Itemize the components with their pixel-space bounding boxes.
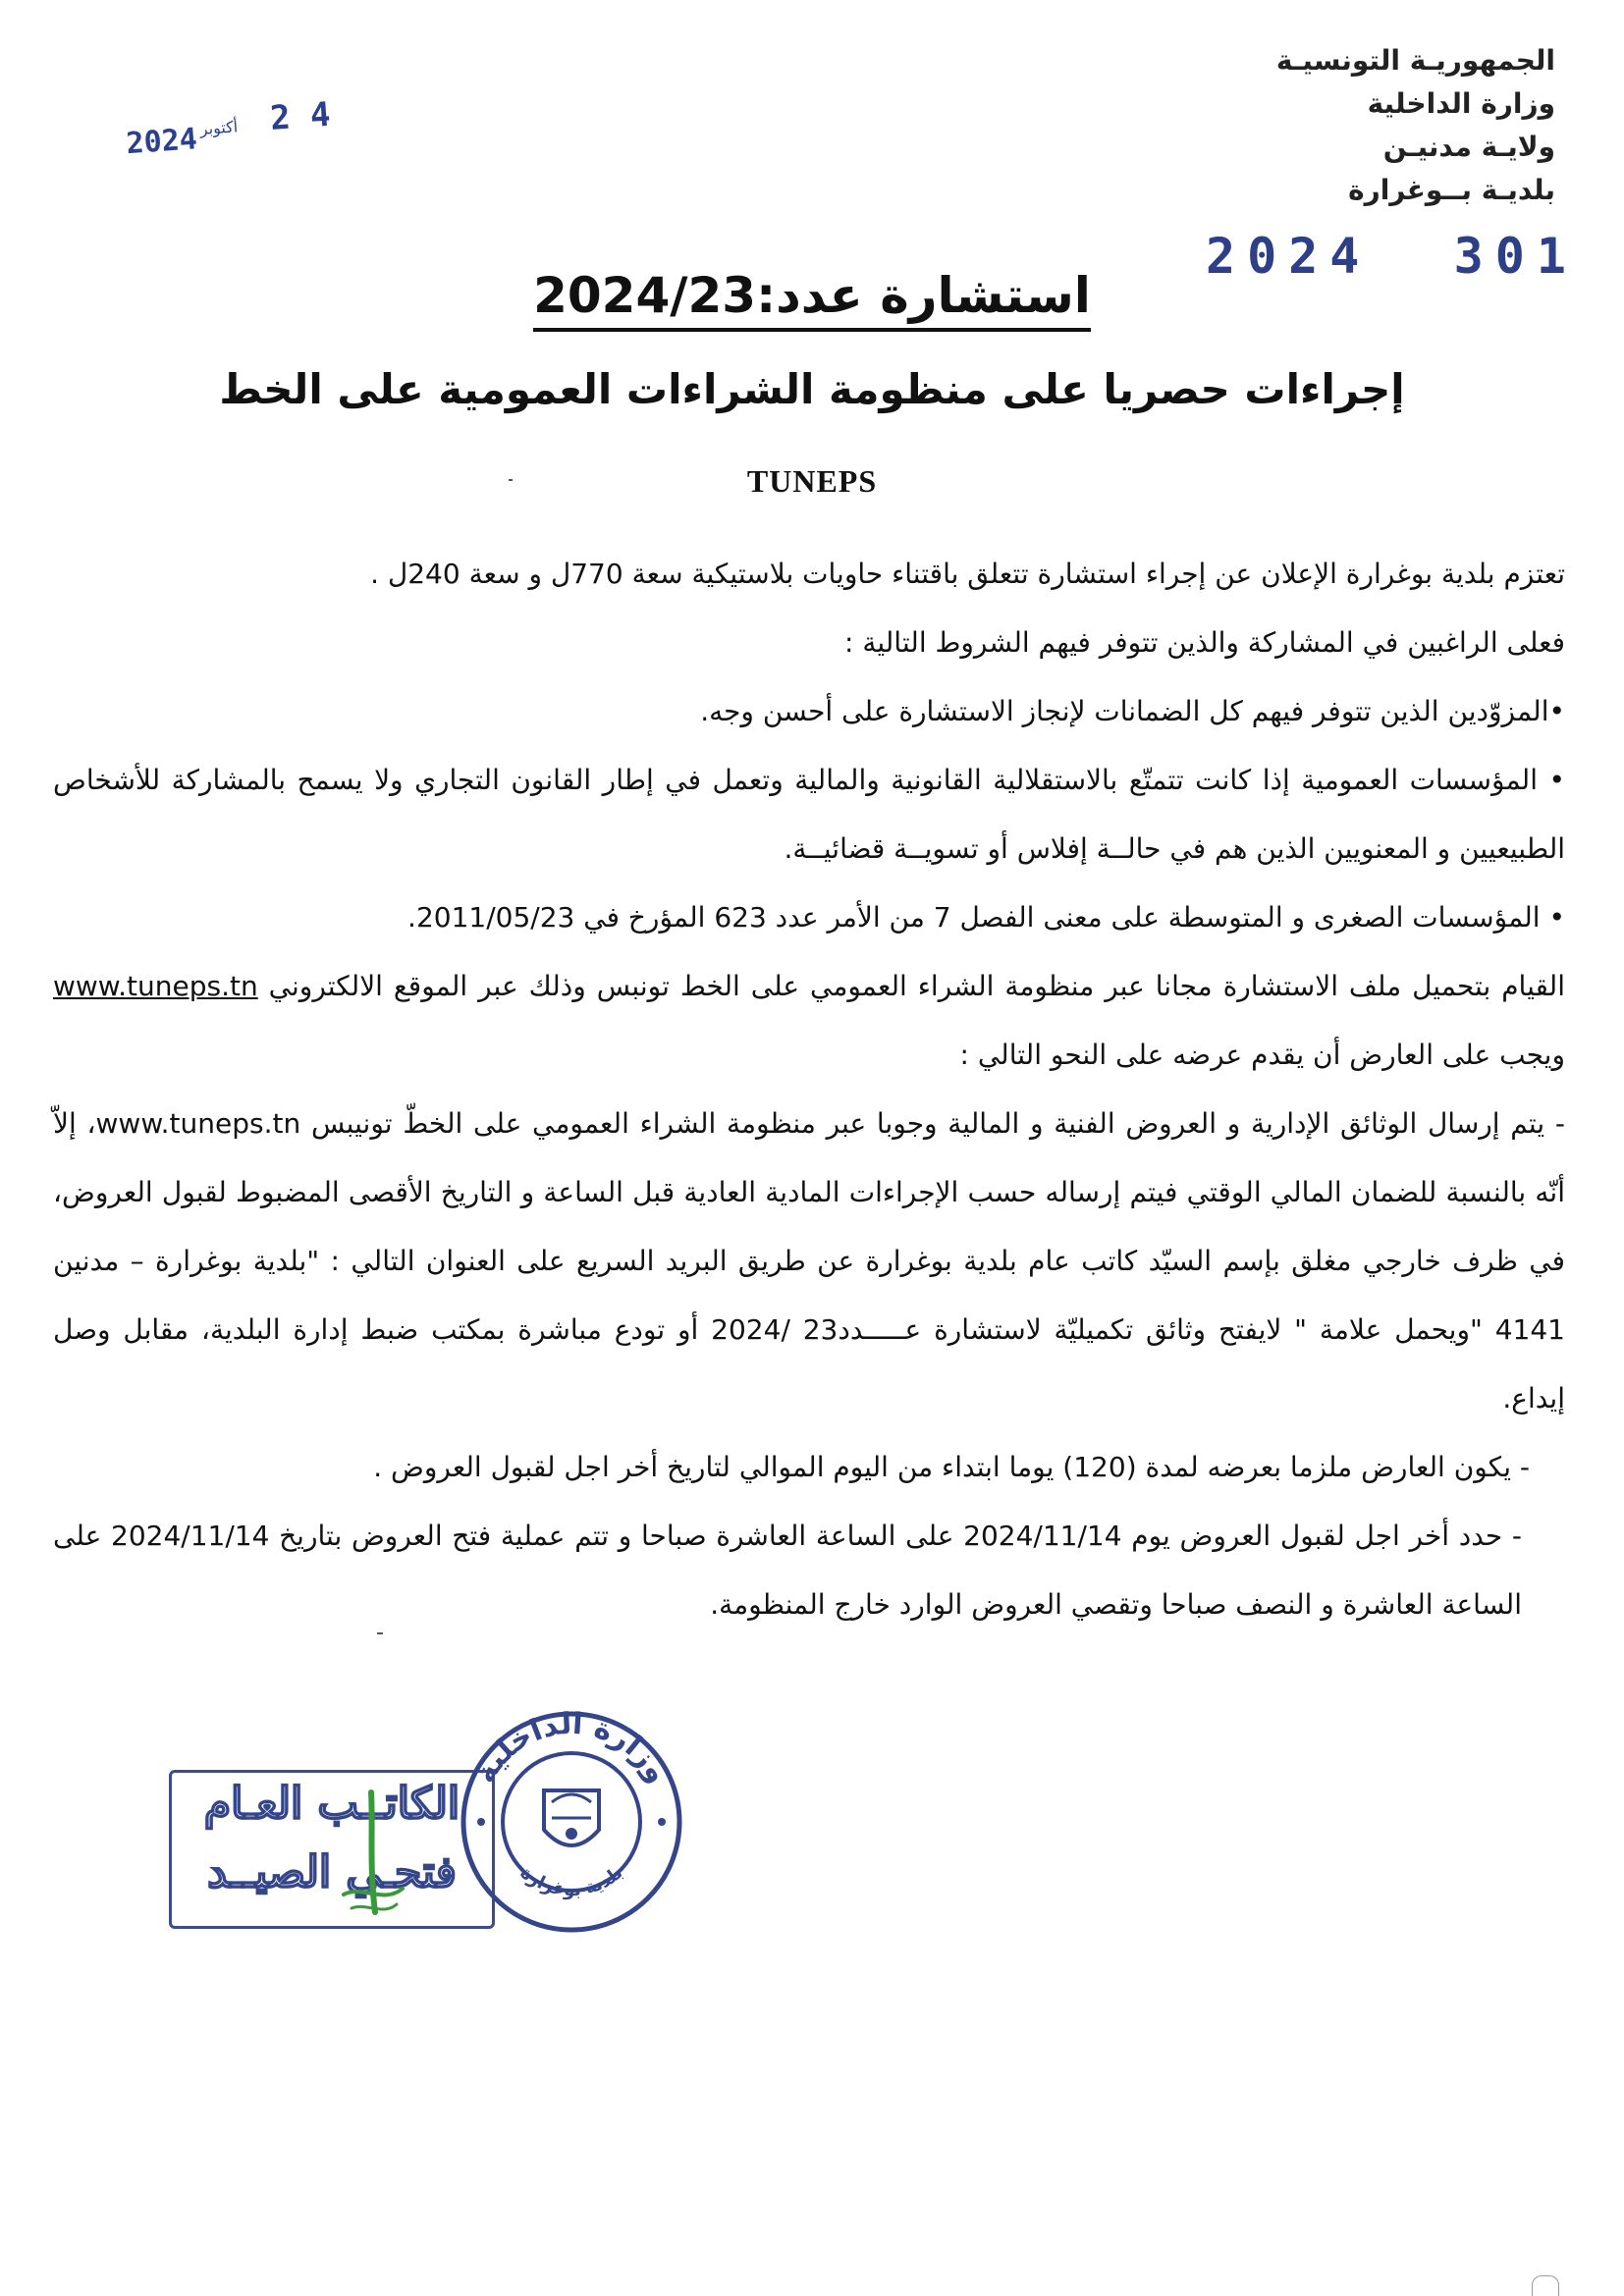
tuneps-link[interactable]: www.tuneps.tn: [53, 970, 258, 1002]
document-subtitle: إجراءات حصريا على منظومة الشراءات العمومية على الخط: [219, 365, 1405, 413]
seal-emblem-icon: [544, 1790, 599, 1845]
paragraph-condition-public-institutions: • المؤسسات العمومية إذا كانت تتمتّع بالاستقلالية القانونية والمالية وتعمل في إطار القانون التجاري ولا يسمح بالمشاركة للأشخاص الطبيعيين و المعنويين الذين هم في حالــة إفلاس أو تسويــة قضائيــة.: [53, 764, 1565, 865]
stamp-day: 2 4: [268, 94, 332, 138]
submission-intro-text: ويجب على العارض أن يقدم عرضه على النحو التالي :: [959, 1039, 1565, 1071]
handwritten-signature: [324, 1787, 432, 1924]
paragraph-conditions-intro: فعلى الراغبين في المشاركة والذين تتوفر فيهم الشروط التالية :: [843, 626, 1565, 659]
reference-number-stamp: 2024 301: [1206, 228, 1578, 285]
paragraph-download-instructions: [53, 952, 1565, 1090]
paragraph-condition-suppliers: •المزوّدين الذين تتوفر فيهم كل الضمانات لإنجاز الاستشارة على أحسن وجه.: [700, 695, 1565, 727]
scan-edge-mark: [1532, 2275, 1559, 2296]
stray-mark: [509, 479, 513, 481]
paragraph-condition-sme: • المؤسسات الصغرى و المتوسطة على معنى الفصل 7 من الأمر عدد 623 المؤرخ في 2011/05/23.: [407, 901, 1565, 934]
signature-title: الكاتــب العـام: [203, 1779, 460, 1829]
paragraph-validity-period: - يكون العارض ملزما بعرضه لمدة (120) يوما ابتداء من اليوم الموالي لتاريخ أخر اجل لقبول العروض .: [373, 1451, 1530, 1483]
paragraph-deadline: - حدد أخر اجل لقبول العروض يوم 2024/11/14 على الساعة العاشرة صباحا و تتم عملية فتح العروض بتاريخ 2024/11/14 على الساعة العاشرة و النصف صباحا وتقصي العروض الوارد خارج المنظومة.: [53, 1520, 1522, 1621]
header-ministry: وزارة الداخلية: [1367, 87, 1555, 120]
seal-outer-text: وزارة الداخلية: [467, 1706, 676, 1789]
seal-bottom-text: بلدية بوغرارة: [515, 1862, 627, 1901]
download-text: القيام بتحميل ملف الاستشارة مجانا عبر منظومة الشراء العمومي على الخط تونبس وذلك عبر الموقع الالكتروني: [268, 970, 1565, 1002]
signature-name: فتحـي الصيــد: [207, 1847, 457, 1897]
official-seal: [454, 1704, 689, 1940]
system-name: TUNEPS: [746, 463, 878, 499]
stamp-year: 2024: [125, 122, 198, 162]
document-title-text: استشارة عدد:2024/23: [533, 267, 1091, 332]
header-country: الجمهوريـة التونسيـة: [1275, 44, 1555, 77]
announcement-body: [53, 540, 1565, 1639]
document-title: [0, 267, 1624, 324]
header-municipality: بلديـة بــوغرارة: [1348, 174, 1555, 206]
received-date-stamp: [124, 95, 334, 169]
svg-text:وزارة الداخلية: [467, 1707, 675, 1789]
paragraph-submission-rules: - يتم إرسال الوثائق الإدارية و العروض الفنية و المالية وجوبا عبر منظومة الشراء العمومي على الخطّ تونيبس www.tuneps.tn، إلاّ أنّه بالنسبة للضمان المالي الوقتي فيتم إرساله حسب الإجراءات المادية العادية قبل الساعة و التاريخ الأقصى المضبوط لقبول العروض، في ظرف خارجي مغلق بإسم السيّد كاتب عام بلدية بوغرارة عن طريق البريد السريع على العنوان التالي : "بلدية بوغرارة – مدنين 4141 "ويحمل علامة " لايفتح وثائق تكميليّة لاستشارة عـــــدد23 /2024 أو تودع مباشرة بمكتب ضبط إدارة البلدية، مقابل وصل إيداع.: [53, 1107, 1566, 1415]
svg-text:بلدية بوغرارة: [516, 1862, 627, 1900]
header-governorate: ولايـة مدنيـن: [1382, 131, 1555, 163]
stray-mark: [377, 1632, 383, 1634]
stamp-month: أكتوبر: [199, 117, 239, 139]
paragraph-intro: تعتزم بلدية بوغرارة الإعلان عن إجراء استشارة تتعلق باقتناء حاويات بلاستيكية سعة 770ل و سعة 240ل .: [370, 558, 1565, 590]
